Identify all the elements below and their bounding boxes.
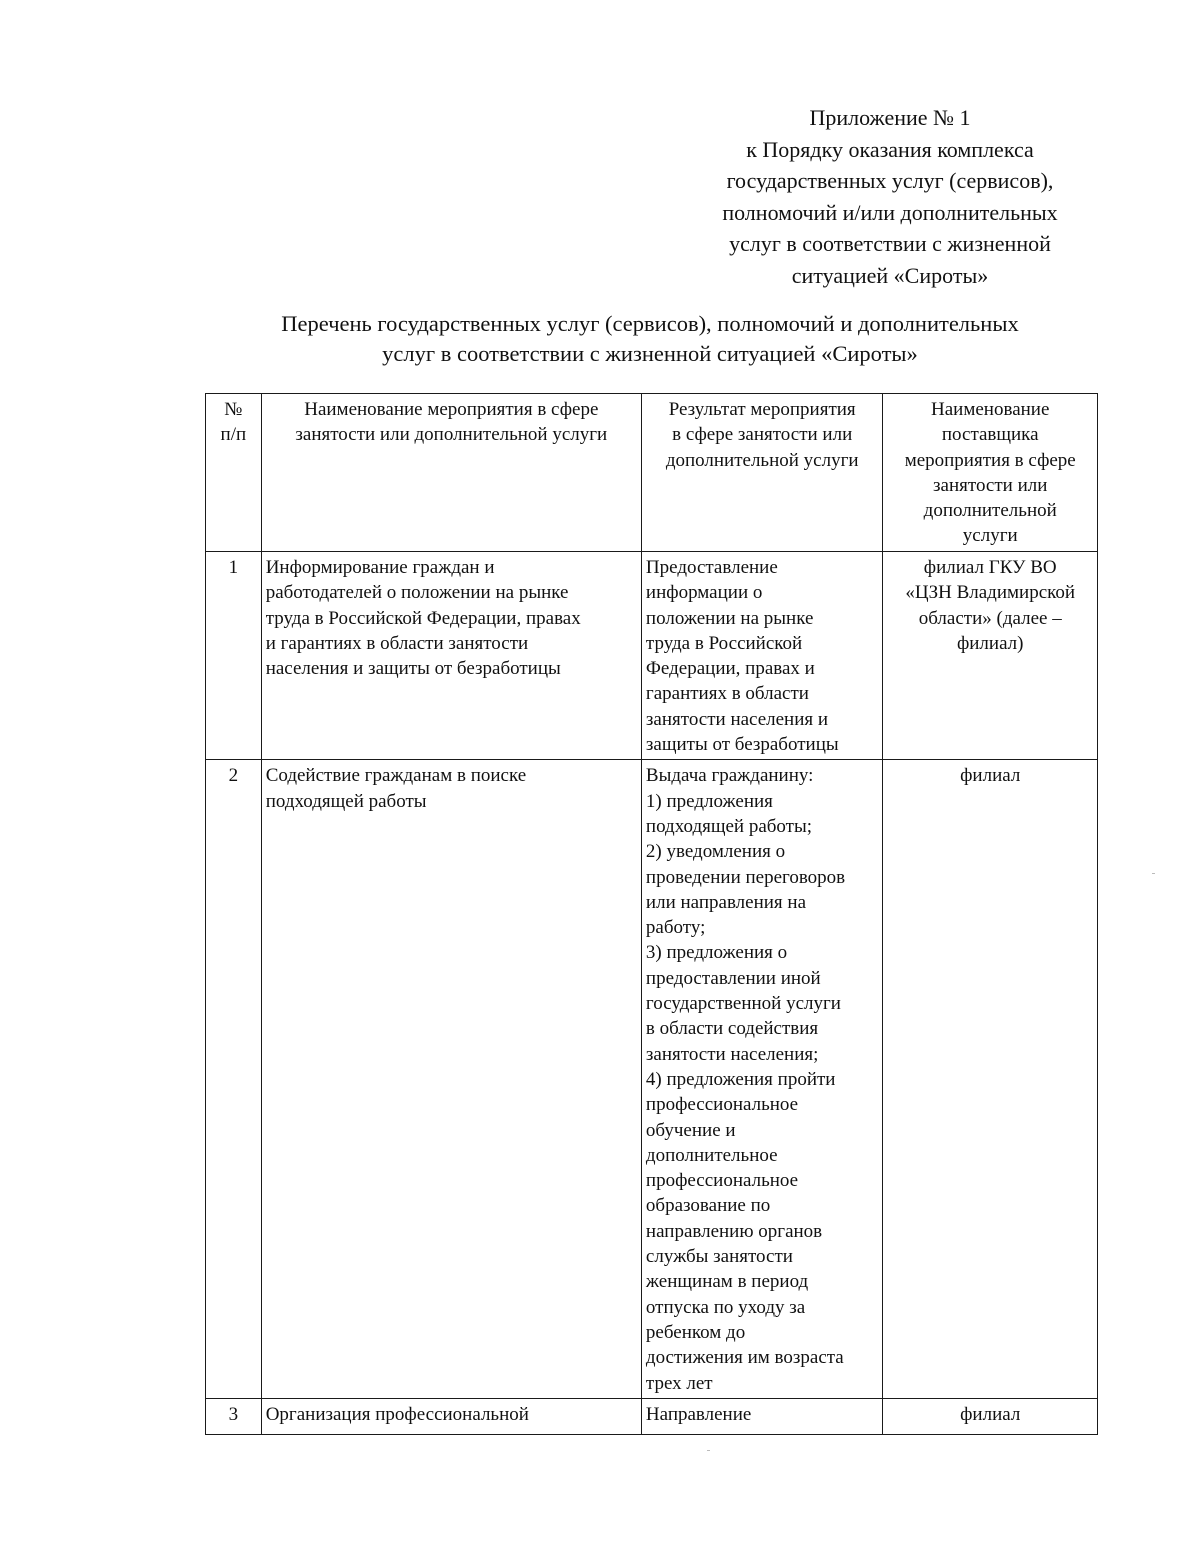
row-name [261,552,641,760]
row-result-line: 4) предложения пройти [645,1068,836,1090]
header-provider-line: мероприятия в сфере [904,449,1076,471]
row-result-line: труда в Российской [645,632,803,654]
row-result [641,1398,883,1434]
header-provider [883,394,1098,552]
row-result-line: или направления на [645,891,807,913]
row-number: 3 [206,1398,262,1434]
row-result-line: проведении переговоров [645,866,846,888]
appendix-heading [640,102,1140,291]
header-num-line: № [224,399,243,420]
appendix-line: услуг в соответствии с жизненной [729,231,1051,256]
row-name [261,1398,641,1434]
header-result-line: в сфере занятости или [672,424,853,446]
row-result-line: информации о [645,582,763,604]
row-result-line: 2) уведомления о [645,841,786,863]
scan-speck [707,1450,710,1451]
title-line: Перечень государственных услуг (сервисов), полномочий и дополнительных [281,311,1019,336]
title-line: услуг в соответствии с жизненной ситуацией «Сироты» [382,341,918,366]
row-result-line: государственной услуги [645,993,841,1015]
row-number: 2 [206,760,262,1398]
table-row [206,760,1098,1398]
row-name-line: и гарантиях в области занятости [265,632,529,654]
row-provider [883,1398,1098,1434]
appendix-line: к Порядку оказания комплекса [746,136,1034,162]
scan-speck [1152,873,1155,874]
row-result-line: профессиональное [645,1094,799,1116]
appendix-line: Приложение № 1 [809,105,971,130]
row-provider-line: области» (далее – [918,607,1062,629]
row-name-line: подходящей работы [265,790,427,812]
row-result-line: подходящей работы; [645,815,813,837]
row-result-line: женщинам в период [645,1271,809,1293]
header-provider-line: дополнительной [923,500,1057,522]
services-table [205,393,1098,1435]
row-result-line: службы занятости [645,1246,793,1268]
header-provider-line: Наименование [931,399,1050,420]
row-result-line: Предоставление [645,557,778,578]
row-result [641,760,883,1398]
row-result-line: 3) предложения о [645,942,788,964]
row-provider [883,552,1098,760]
appendix-line: государственных услуг (сервисов), [726,168,1054,193]
row-provider-line: филиал [960,765,1021,787]
row-result-line: гарантиях в области [645,683,809,705]
header-result-line: дополнительной услуги [665,449,859,471]
table-row [206,552,1098,760]
table-header-row [206,394,1098,552]
row-result-line: отпуска по уходу за [645,1296,806,1318]
header-result [641,394,883,552]
row-provider-line: филиал [960,1403,1021,1425]
row-result-line: Выдача гражданину: [645,765,814,787]
header-name-line: занятости или дополнительной услуги [295,424,608,446]
header-name [261,394,641,552]
row-result [641,552,883,760]
row-result-line: достижения им возраста [645,1347,844,1369]
row-result-line: ребенком до [645,1321,746,1343]
row-result-line: в области содействия [645,1018,819,1040]
row-result-line: занятости населения и [645,708,829,730]
header-num [206,394,262,552]
row-provider-line: филиал ГКУ ВО [923,557,1057,578]
row-name-line: труда в Российской Федерации, правах [265,607,581,629]
row-result-line: 1) предложения [645,790,773,812]
row-result-line: работу; [645,917,706,939]
row-result-line: образование по [645,1195,771,1217]
header-result-line: Результат мероприятия [668,399,856,420]
header-name-line: Наименование мероприятия в сфере [304,399,599,420]
row-result-line: Федерации, правах и [645,658,815,680]
row-name [261,760,641,1398]
document-title [150,309,1150,369]
row-result-line: профессиональное [645,1170,799,1192]
table-row [206,1398,1098,1434]
header-provider-line: услуги [962,525,1018,547]
row-result-line: предоставлении иной [645,967,821,989]
row-provider-line: «ЦЗН Владимирской [905,582,1076,604]
appendix-line: ситуацией «Сироты» [791,262,989,288]
row-name-line: Информирование граждан и [265,557,495,578]
row-result-line: обучение и [645,1119,736,1141]
row-result-line: положении на рынке [645,607,814,629]
row-provider [883,760,1098,1398]
row-name-line: Организация профессиональной [265,1403,529,1425]
header-provider-line: занятости или [933,474,1048,496]
row-result-line: дополнительное [645,1144,778,1166]
row-name-line: Содействие гражданам в поиске [265,765,527,787]
row-result-line: трех лет [645,1372,713,1394]
row-result-line: направлению органов [645,1220,823,1242]
row-result-line: Направление [645,1403,752,1425]
header-num-line: п/п [220,424,247,446]
row-result-line: занятости населения; [645,1043,819,1065]
header-provider-line: поставщика [941,424,1039,446]
row-number: 1 [206,552,262,760]
row-name-line: населения и защиты от безработицы [265,658,561,680]
row-name-line: работодателей о положении на рынке [265,582,569,604]
row-result-line: защиты от безработицы [645,734,839,756]
row-provider-line: филиал) [956,632,1024,654]
appendix-line: полномочий и/или дополнительных [722,199,1058,225]
